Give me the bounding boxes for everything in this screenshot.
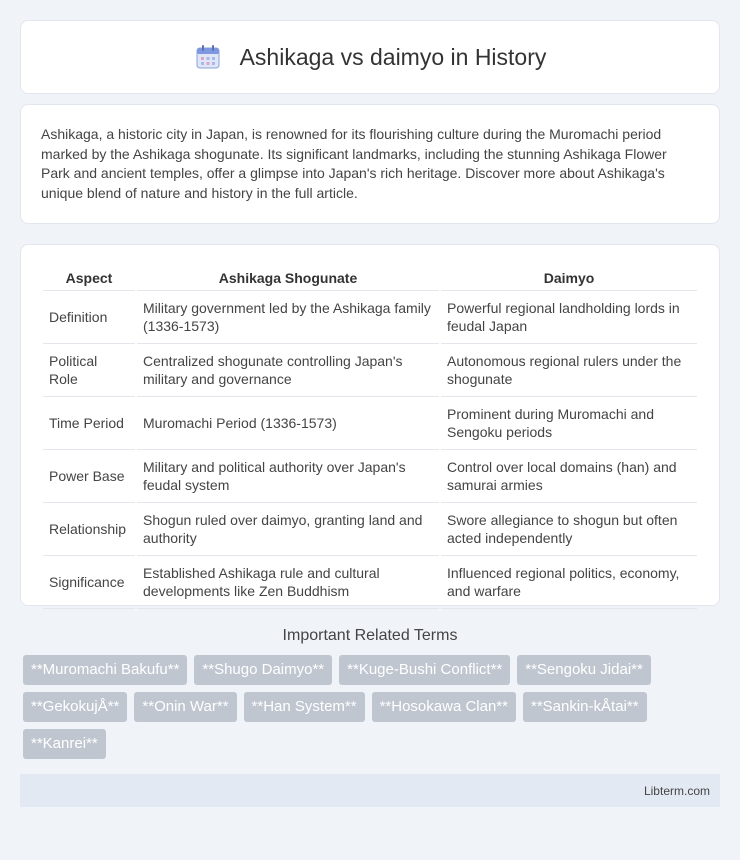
- cell-daimyo: Powerful regional landholding lords in feudal Japan: [441, 290, 697, 343]
- related-term-tag[interactable]: **Han System**: [244, 692, 365, 722]
- related-terms-list: [20, 655, 720, 759]
- cell-daimyo: Swore allegiance to shogun but often acted independently: [441, 502, 697, 555]
- cell-aspect: Definition: [43, 290, 135, 343]
- cell-daimyo: Influenced regional politics, economy, and warfare: [441, 555, 697, 609]
- page-title: Ashikaga vs daimyo in History: [239, 43, 547, 70]
- table-header-row: [43, 265, 697, 290]
- table-row: [43, 502, 697, 555]
- cell-aspect: Time Period: [43, 396, 135, 449]
- cell-ashikaga: Muromachi Period (1336-1573): [137, 396, 439, 449]
- footer: [20, 774, 720, 807]
- cell-daimyo: Autonomous regional rulers under the shogunate: [441, 343, 697, 396]
- cell-ashikaga: Established Ashikaga rule and cultural developments like Zen Buddhism: [137, 555, 439, 609]
- related-term-tag[interactable]: **Onin War**: [134, 692, 236, 722]
- cell-aspect: Power Base: [43, 449, 135, 502]
- cell-aspect: Relationship: [43, 502, 135, 555]
- related-term-tag[interactable]: **Hosokawa Clan**: [372, 692, 516, 722]
- cell-ashikaga: Military government led by the Ashikaga family (1336-1573): [137, 290, 439, 343]
- cell-ashikaga: Military and political authority over Japan's feudal system: [137, 449, 439, 502]
- intro-text: Ashikaga, a historic city in Japan, is renowned for its flourishing culture during the Muromachi period marked by the Ashikaga shogunate. Its significant landmarks, including the stunning Ashikaga Flower Park and ancient temples, offer a glimpse into Japan's rich heritage. Discover more about Ashikaga's unique blend of nature and history in the full article.: [41, 126, 667, 201]
- table-row: [43, 290, 697, 343]
- comparison-table: [41, 265, 699, 609]
- cell-daimyo: Control over local domains (han) and samurai armies: [441, 449, 697, 502]
- table-row: [43, 396, 697, 449]
- related-term-tag[interactable]: **Shugo Daimyo**: [194, 655, 332, 685]
- comparison-table-card: [20, 244, 720, 606]
- related-term-tag[interactable]: **Kanrei**: [23, 729, 106, 759]
- related-term-tag[interactable]: **Kuge-Bushi Conflict**: [339, 655, 510, 685]
- table-row: [43, 449, 697, 502]
- intro-card: [20, 104, 720, 224]
- table-row: [43, 555, 697, 609]
- column-header-ashikaga: Ashikaga Shogunate: [218, 270, 358, 286]
- footer-link[interactable]: Libterm.com: [643, 783, 710, 798]
- cell-ashikaga: Centralized shogunate controlling Japan's military and governance: [137, 343, 439, 396]
- table-row: [43, 343, 697, 396]
- cell-aspect: Political Role: [43, 343, 135, 396]
- column-header-aspect: Aspect: [65, 270, 113, 286]
- calendar-icon: [194, 43, 222, 71]
- related-term-tag[interactable]: **Sankin-kÅtai**: [523, 692, 647, 722]
- related-terms-title: Important Related Terms: [282, 627, 458, 644]
- column-header-daimyo: Daimyo: [543, 270, 595, 286]
- header-card: [20, 20, 720, 94]
- related-term-tag[interactable]: **GekokujÅ**: [23, 692, 127, 722]
- cell-ashikaga: Shogun ruled over daimyo, granting land and authority: [137, 502, 439, 555]
- related-term-tag[interactable]: **Muromachi Bakufu**: [23, 655, 187, 685]
- related-term-tag[interactable]: **Sengoku Jidai**: [517, 655, 651, 685]
- cell-aspect: Significance: [43, 555, 135, 609]
- cell-daimyo: Prominent during Muromachi and Sengoku periods: [441, 396, 697, 449]
